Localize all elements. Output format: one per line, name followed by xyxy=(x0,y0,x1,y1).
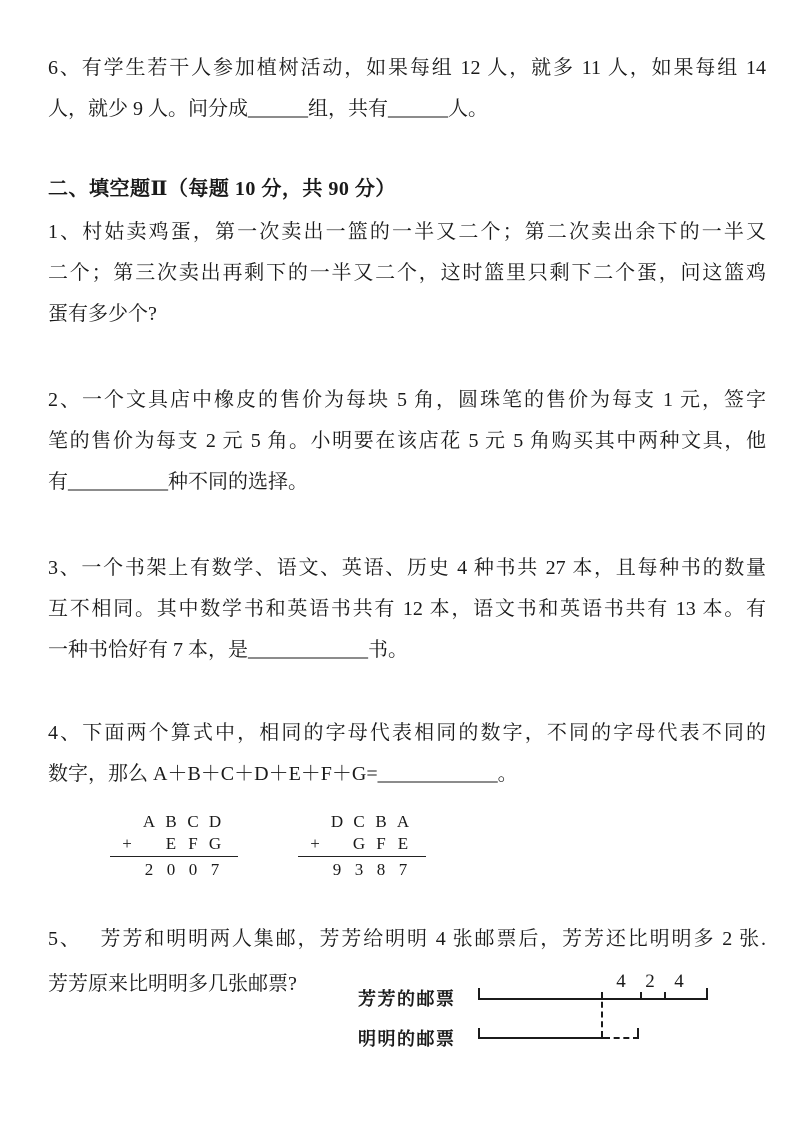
addition-cell: D xyxy=(208,812,222,831)
question-3-line-2: 互不相同。其中数学书和英语书共有 12 本，语文书和英语书共有 13 本。有 xyxy=(48,598,766,620)
question-1-line-1: 1、村姑卖鸡蛋，第一次卖出一篮的一半又二个；第二次卖出余下的一半又 xyxy=(48,221,766,243)
question-3 xyxy=(48,548,766,671)
question-2-line-2: 笔的售价为每支 2 元 5 角。小明要在该店花 5 元 5 角购买其中两种文具，他 xyxy=(48,430,766,452)
question-4-line-1: 4、下面两个算式中，相同的字母代表相同的数字，不同的字母代表不同的 xyxy=(48,722,766,744)
sum-cell: 0 xyxy=(188,860,198,879)
segment-label-2: 2 xyxy=(645,971,655,992)
question-1 xyxy=(48,212,766,335)
question-4-line-2: 数字，那么 A＋B＋C＋D＋E＋F＋G=____________。 xyxy=(48,763,518,785)
question-6 xyxy=(48,48,766,130)
sum-cell: 2 xyxy=(144,860,154,879)
sum-cell: 8 xyxy=(376,860,386,879)
addition-row xyxy=(110,833,238,855)
addition-row xyxy=(298,833,426,855)
addition-row xyxy=(110,811,238,833)
segment-label-4a: 4 xyxy=(616,971,626,992)
sum-cell: 3 xyxy=(354,860,364,879)
addition-problem-right xyxy=(298,811,426,881)
question-2-line-1: 2、一个文具店中橡皮的售价为每块 5 角，圆珠笔的售价为每支 1 元，签字 xyxy=(48,389,766,411)
addition-cell: G xyxy=(208,834,222,853)
question-6-line-2: 人，就少 9 人。问分成______组，共有______人。 xyxy=(48,98,488,120)
ming-stamps-bar xyxy=(478,1028,604,1039)
plus-sign: + xyxy=(122,834,132,853)
sum-cell: 7 xyxy=(210,860,220,879)
ming-stamps-label: 明明的邮票 xyxy=(358,1029,456,1049)
section-header: 二、填空题Ⅱ（每题 10 分，共 90 分） xyxy=(48,178,396,200)
ming-stamps-dashed-extension xyxy=(604,1028,639,1039)
addition-problem-left xyxy=(110,811,238,881)
addition-cell: B xyxy=(375,812,387,831)
question-5-line-2: 芳芳原来比明明多几张邮票? xyxy=(48,973,297,995)
sum-row xyxy=(298,859,426,881)
question-6-line-1: 6、有学生若干人参加植树活动，如果每组 12 人，就多 11 人，如果每组 14 xyxy=(48,57,766,79)
question-1-line-3: 蛋有多少个? xyxy=(48,303,157,325)
question-5-line-1: 5、 芳芳和明明两人集邮，芳芳给明明 4 张邮票后，芳芳还比明明多 2 张. xyxy=(48,928,766,950)
plus-sign: + xyxy=(310,834,320,853)
addition-cell: B xyxy=(165,812,177,831)
addition-cell: A xyxy=(142,812,156,831)
addition-cell: F xyxy=(376,834,386,853)
question-3-line-3: 一种书恰好有 7 本，是____________书。 xyxy=(48,639,408,661)
addition-cell: F xyxy=(188,834,198,853)
fang-stamps-label: 芳芳的邮票 xyxy=(358,989,456,1009)
addition-cell: E xyxy=(165,834,177,853)
sum-rule xyxy=(298,856,426,857)
addition-cell: C xyxy=(353,812,365,831)
sum-row xyxy=(110,859,238,881)
sum-cell: 0 xyxy=(166,860,176,879)
question-2-line-3: 有__________种不同的选择。 xyxy=(48,471,308,493)
addition-cell: A xyxy=(396,812,410,831)
segment-label-4b: 4 xyxy=(674,971,684,992)
question-2 xyxy=(48,380,766,503)
sum-rule xyxy=(110,856,238,857)
question-1-line-2: 二个；第三次卖出再剩下的一半又二个，这时篮里只剩下二个蛋，问这篮鸡 xyxy=(48,262,766,284)
question-4 xyxy=(48,713,766,795)
sum-cell: 9 xyxy=(332,860,342,879)
addition-cell: C xyxy=(187,812,199,831)
addition-cell: E xyxy=(397,834,409,853)
question-3-line-1: 3、一个书架上有数学、语文、英语、历史 4 种书共 27 本，且每种书的数量 xyxy=(48,557,766,579)
addition-row xyxy=(298,811,426,833)
addition-cell: D xyxy=(330,812,344,831)
sum-cell: 7 xyxy=(398,860,408,879)
addition-cell: G xyxy=(352,834,366,853)
